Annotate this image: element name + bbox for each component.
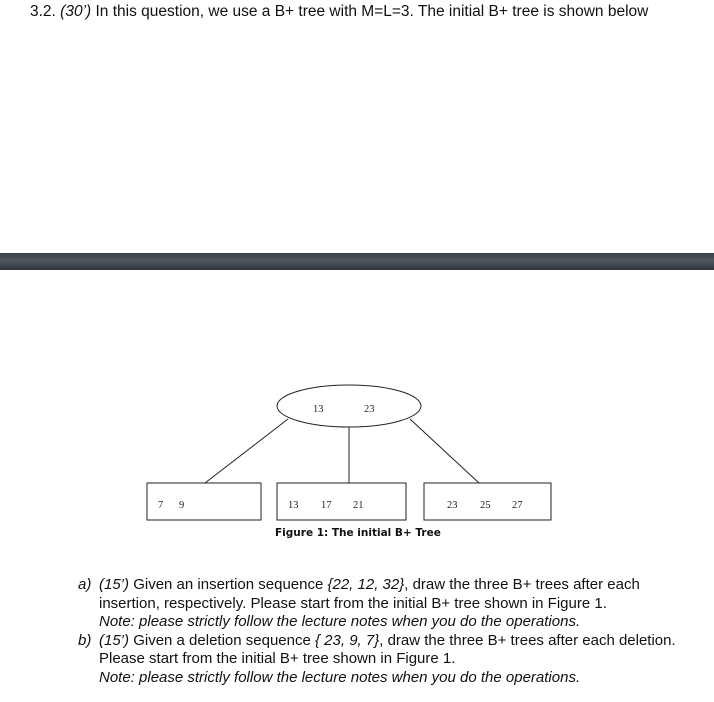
leaf-3-key-3: 27 [512, 500, 523, 511]
root-key-2: 23 [364, 404, 375, 415]
question-b-note: Note: please strictly follow the lecture notes when you do the operations. [99, 668, 581, 686]
question-b-sequence: { 23, 9, 7} [315, 631, 380, 649]
question-b [78, 632, 698, 688]
question-points: (30’) [60, 3, 92, 20]
question-a-text-before: Given an insertion sequence [133, 576, 324, 593]
leaf-2-key-1: 13 [288, 500, 299, 511]
question-text: In this question, we use a B+ tree with M=L=3. The initial B+ tree is shown below [95, 3, 649, 20]
question-number: 3.2. [30, 3, 56, 20]
edge-left [205, 419, 288, 483]
leaf-2-key-2: 17 [321, 500, 332, 511]
question-b-text-after: , draw the three B+ trees after each deletion. Please start from the initial B+ tree shown in Figure 1. [99, 631, 676, 667]
question-a-sequence: {22, 12, 32} [327, 576, 405, 593]
question-a [78, 576, 698, 632]
question-a-points: (15’) [99, 576, 130, 593]
question-b-label: b) [78, 631, 92, 649]
question-b-points: (15’) [99, 631, 130, 649]
leaf-2-key-3: 21 [353, 500, 364, 511]
leaf-1-key-2: 9 [179, 500, 185, 511]
question-a-label: a) [78, 576, 92, 593]
question-b-text [99, 632, 676, 668]
root-key-1: 13 [313, 404, 324, 415]
leaf-3-key-1: 23 [447, 500, 458, 511]
leaf-3-key-2: 25 [480, 500, 491, 511]
question-a-text-after: , draw the three B+ trees after each insertion, respectively. Please start from the initial B+ tree shown in Figure 1. [99, 576, 640, 612]
figure-caption: Figure 1: The initial B+ Tree [275, 527, 441, 539]
edge-right [410, 419, 479, 483]
question-a-note: Note: please strictly follow the lecture notes when you do the operations. [99, 613, 581, 630]
leaf-node-1 [147, 483, 261, 520]
sub-questions [78, 576, 698, 687]
leaf-1-key-1: 7 [158, 500, 164, 511]
root-node [277, 385, 421, 427]
question-a-text [99, 576, 640, 612]
question-b-text-before: Given a deletion sequence [133, 631, 311, 649]
